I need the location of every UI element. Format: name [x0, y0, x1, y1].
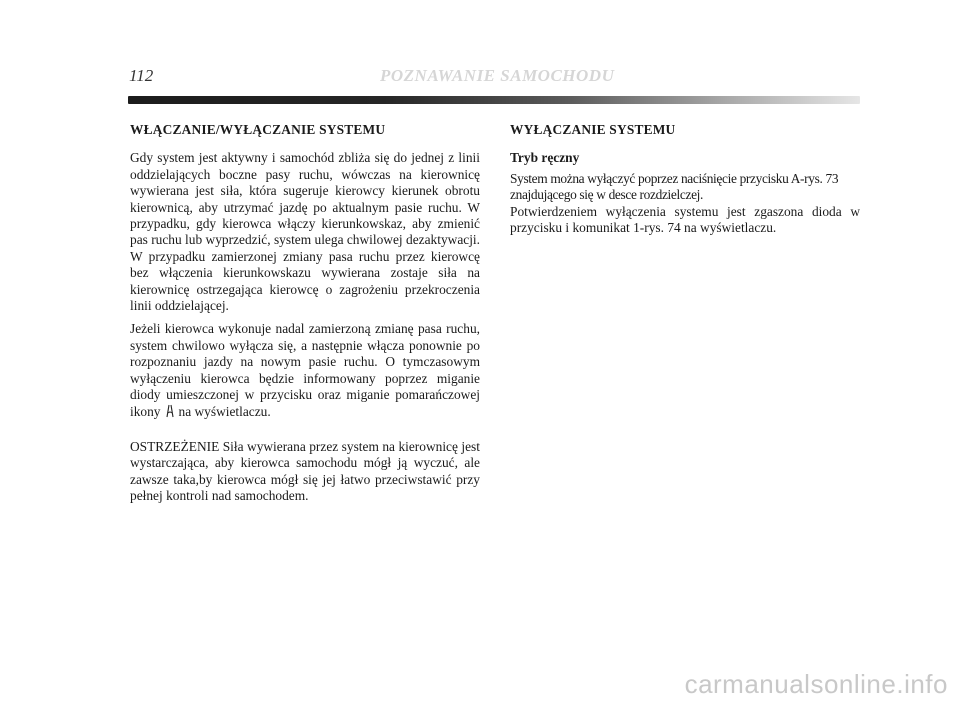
paragraph-disable-button: System można wyłączyć poprzez naciśnięcie przycisku A-rys. 73 znajdującego się w desce rozdzielczej.	[510, 170, 839, 203]
spacer	[130, 427, 480, 439]
warning-paragraph: OSTRZEŻENIE Siła wywierana przez system na kierownicę jest wystarczająca, aby kierowca samochodu mógł ją wyczuć, ale zawsze taka,by kierowca mógł się jej łatwo przeciwstawić przy pełnej kontroli nad samochodem.	[130, 438, 480, 504]
right-column	[510, 122, 860, 243]
section-heading-disable: WYŁĄCZANIE SYSTEMU	[510, 122, 676, 137]
paragraph-system-active: Gdy system jest aktywny i samochód zbliża się do jednej z linii oddzielających boczne pasy ruchu, wówczas na kierownicę wywierana jest siła, która sugeruje kierowcy kierunek obrotu kierownicą, aby utrzymać jazdę po aktualnym pasie ruchu. W przypadku, gdy kierowca włączy kierunkowskaz, aby zmienić pas ruchu lub wyprzedzić, system ulega chwilowej dezaktywacji. W przypadku zamierzonej zmiany pasa ruchu przez kierowcę bez włączenia kierunkowskazu wywierana zostaje siła na kierownicę ostrzegająca kierowcę o zagrożeniu przekroczenia linii oddzielającej.	[130, 150, 480, 314]
page-number: 112	[129, 66, 154, 85]
subheading-manual-mode: Tryb ręczny	[510, 150, 580, 166]
left-column	[130, 122, 480, 512]
paragraph-lane-change-text: Jeżeli kierowca wykonuje nadal zamierzoną zmianę pasa ruchu, system chwilowo wyłącza się, a następnie włącza ponownie po rozpoznaniu jazdy na nowym pasie ruchu. O tymczasowym wyłączeniu kierowca będzie informowany poprzez miganie diody umieszczonej w przycisku oraz miganie pomarańczowej ikony	[130, 321, 480, 419]
lane-assist-icon	[165, 404, 175, 418]
running-head: POZNAWANIE SAMOCHODU	[380, 66, 615, 85]
section-heading-enable-disable: WŁĄCZANIE/WYŁĄCZANIE SYSTEMU	[130, 122, 386, 137]
paragraph-confirmation: Potwierdzeniem wyłączenia systemu jest zgaszona dioda w przycisku i komunikat 1-rys. 74 na wyświetlaczu.	[510, 203, 860, 236]
watermark: carmanualsonline.info	[684, 669, 948, 699]
header-rule	[128, 96, 860, 104]
paragraph-lane-change	[130, 321, 480, 419]
paragraph-lane-change-end: na wyświetlaczu.	[178, 403, 271, 419]
